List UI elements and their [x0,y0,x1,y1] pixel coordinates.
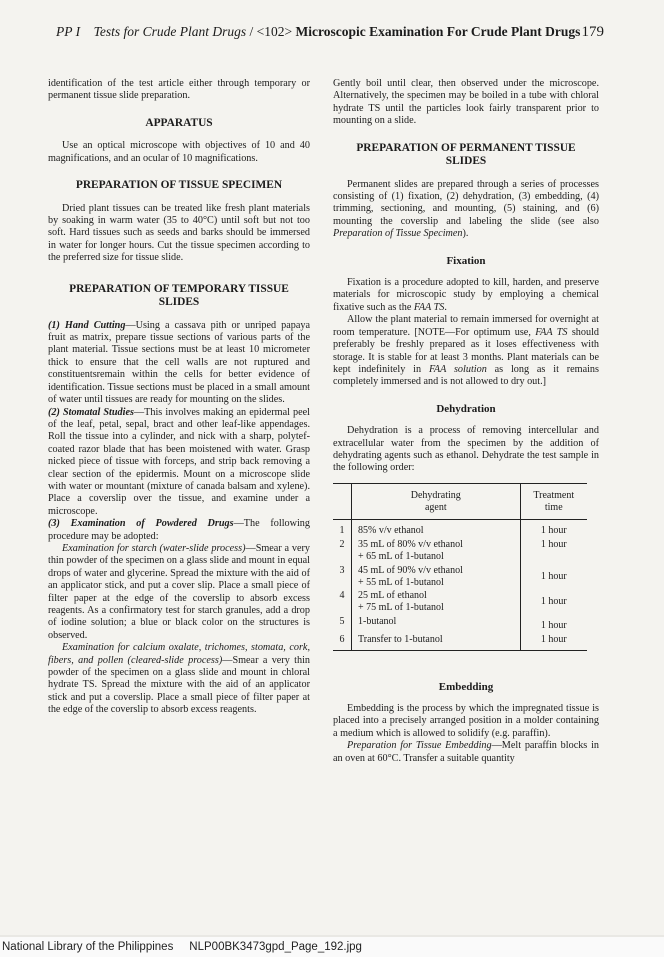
prep-embedding-text: —Melt paraffin blocks in an oven at 60°C. Transfer a suitable quantity [333,740,599,764]
table-row [333,538,587,564]
row-agent [352,589,521,615]
row-agent [352,520,521,538]
embedding-paragraph: Embedding is the process by which the impregnated tissue is placed into a precisely arranged position in a molder containing a medium which is allowed to solidify (e.g. paraffin). [333,702,599,739]
table-header-row [333,483,587,520]
fix1-text-b: . [444,301,447,313]
row-number: 4 [333,589,352,615]
table-row [333,615,587,633]
table-header-number [333,483,352,520]
apparatus-heading: APPARATUS [145,116,213,129]
header-separator: / [249,24,254,39]
perm-slides-heading-line2: SLIDES [445,155,487,168]
row-agent [352,564,521,590]
row-agent-line1: 35 mL of 80% v/v ethanol [358,539,463,551]
apparatus-paragraph: Use an optical microscope with objectives of 10 and 40 magnifications, and an ocular of 10 magnifications. [48,140,310,164]
row-number: 6 [333,633,352,650]
row-agent-line2: + 65 mL of 1-butanol [358,550,444,562]
right-column [333,78,599,765]
powdered-text: —The following procedure may be adopted: [48,518,310,542]
row-agent [352,633,521,650]
prep-specimen-heading: PREPARATION OF TISSUE SPECIMEN [75,179,283,192]
temp-slides-heading [48,283,310,310]
table-row [333,589,587,615]
row-number: 3 [333,564,352,590]
row-number: 5 [333,615,352,633]
agent-header-line2: agent [424,501,447,513]
fix1-text-em: FAA TS [413,301,445,313]
starch-text: —Smear a very thin powder of the specimen on a glass slide and mount in equal drops of water and glycerine. Spread the mixture with the aid of an applicator stick, and put a cover slip. Place a small piece of filter paper at the edge of the coverslip to absorb excess reagents. As a confirmatory test for starch granules, add a drop of iodine solution; a blue or black color on the structures is observed. [48,542,310,641]
page-number: 179 [581,24,604,40]
footer-text: National Library of the Philippines NLP00BK3473gpd_Page_192.jpg [2,941,362,953]
row-agent-line1: 85% v/v ethanol [358,525,424,537]
table-row [333,520,587,538]
starch-label: Examination for starch (water-slide process) [62,542,246,554]
prep-embedding-label: Preparation for Tissue Embedding [347,740,492,752]
fix2-text-em1: FAA TS [535,326,568,338]
image-caption-bar [0,937,664,957]
time-header-line2: time [544,501,563,513]
header-code: <102> [256,24,293,39]
embedding-heading: Embedding [438,680,494,693]
powdered-paragraph [48,518,310,543]
temp-slides-heading-line2: SLIDES [158,296,200,309]
fix2-text-c: as long as it remains completely immersed and is not allowed to dry out.] [333,363,599,388]
perm-text-em: Preparation of Tissue Specimen [333,228,463,240]
row-time: 1 hour [520,633,587,650]
row-time: 1 hour [540,596,567,608]
fix2-text-b: should preferably be freshly prepared as it loses effectiveness with storage. It is stable for at least 3 months. Plant materials can be kept indefinitely in [333,326,599,375]
row-agent-line2: + 75 mL of 1-butanol [358,602,444,614]
left-column [48,78,310,717]
row-agent-line1: 25 mL of ethanol [358,590,427,602]
calcium-label: Examination for calcium oxalate, trichomes, stomata, cork, fibers, and pollen (cleared-slide process) [48,642,310,666]
prep-specimen-paragraph: Dried plant tissues can be treated like fresh plant materials by soaking in warm water (35 to 40°C) until soft but not too soft. Hard tissues such as seeds and barks should be immersed in water for longer hours. Cut the tissue specimen according to the preferred size for tissue slide. [48,202,310,264]
perm-text-a: Permanent slides are prepared through a series of processes consisting of (1) fixation, (2) dehydration, (3) embedding, (4) trimming, sectioning, and mounting, (5) staining, and (6) mounting the coverslip and labeling the slide (see also [333,178,599,227]
time-header-line1: Treatment [533,489,575,501]
stomatal-paragraph [48,407,310,519]
header-prefix: PP I [56,24,81,39]
row-time: 1 hour [540,619,567,631]
fixation-paragraph-1 [333,277,599,314]
hand-cutting-label: (1) Hand Cutting [48,319,126,331]
fixation-paragraph-2 [333,314,599,388]
table-row [333,564,587,590]
row-agent [352,538,521,564]
stomatal-text: —This involves making an epidermal peel of the leaf, petal, sepal, bract and other leaf-like appendages. Roll the tissue into a cylinder, and nick with a sharp, polytef-coated razor blade that has been moistened with water. Grasp nicked piece of tissue with forceps, and strip back removing a clear section of the epidermis. Mount on a microscope slide with water or mountant (mixture of canada balsam and xylene). Place a coverslip over the tissue, and examine under a microscope. [48,406,310,517]
header-bold-title: Microscopic Examination For Crude Plant Drugs [295,24,581,39]
row-agent [352,615,521,633]
row-agent-line1: Transfer to 1-butanol [358,633,443,645]
temp-slides-heading-line1: PREPARATION OF TEMPORARY TISSUE [69,282,289,295]
running-header [56,24,604,46]
powdered-label: (3) Examination of Powdered Drugs [48,518,234,530]
table-row [333,633,587,650]
hand-cutting-paragraph [48,320,310,407]
table-header-agent [352,483,521,520]
dehydration-heading: Dehydration [436,402,496,415]
prep-embedding-paragraph [333,740,599,765]
perm-slides-heading-line1: PREPARATION OF PERMANENT TISSUE [356,141,576,154]
row-agent-line1: 45 mL of 90% v/v ethanol [358,564,463,576]
row-agent-line2: + 55 mL of 1-butanol [358,576,444,588]
dehydration-table [333,483,587,651]
perm-slides-heading [333,142,599,169]
row-number: 1 [333,520,352,538]
perm-text-b: ). [462,228,469,240]
agent-header-line1: Dehydrating [410,489,461,501]
row-number: 2 [333,538,352,564]
calcium-paragraph [48,642,310,716]
table-header-time [520,483,587,520]
row-time: 1 hour [540,525,567,537]
fix1-text-a: Fixation is a procedure adopted to kill, harden, and preserve materials for microscopic study by employing a chemical fixative such as the [333,277,599,313]
row-time: 1 hour [540,570,567,582]
fixation-heading: Fixation [446,254,486,267]
header-italic-title: Tests for Crude Plant Drugs [93,24,247,39]
fix2-text-a: Allow the plant material to remain immersed for overnight at room temperature. [NOTE—For optimum use, [333,314,599,338]
row-agent-line1: 1-butanol [358,615,397,627]
calcium-text: —Smear a very thin powder of the specimen on a glass slide and mount in chloral hydrate TS. Spread the mixture with the aid of an applicator stick and put a coverslip. Place a small piece of filter paper at the edge of the coverslip to absorb excess reagents. [48,654,310,716]
intro-paragraph: identification of the test article either through temporary or permanent tissue slide preparation. [48,78,310,102]
dehydration-paragraph: Dehydration is a process of removing intercellular and extracellular water from the specimen by the addition of dehydrating agents such as ethanol. Dehydrate the test sample in the following order: [333,425,599,474]
hand-cutting-text: —Using a cassava pith or unriped papaya fruit as matrix, prepare tissue sections of various parts of the plant material. Tissue sections must be at least 10 micrometer thick to ensure that the cell walls are not ruptured and constituentsremain within the cells for better evidence of identification. Tissue sections must be placed in a small amount of water until tissues are ready for mounting on the slides. [48,319,310,406]
starch-paragraph [48,543,310,642]
fix2-text-em2: FAA solution [428,363,487,375]
row-time: 1 hour [540,539,567,551]
perm-paragraph [333,179,599,241]
boil-paragraph: Gently boil until clear, then observed under the microscope. Alternatively, the specimen may be boiled in a tube with chloral hydrate TS until the particles look fairly transparent prior to mounting on a slide. [333,78,599,127]
stomatal-label: (2) Stomatal Studies [48,406,134,418]
